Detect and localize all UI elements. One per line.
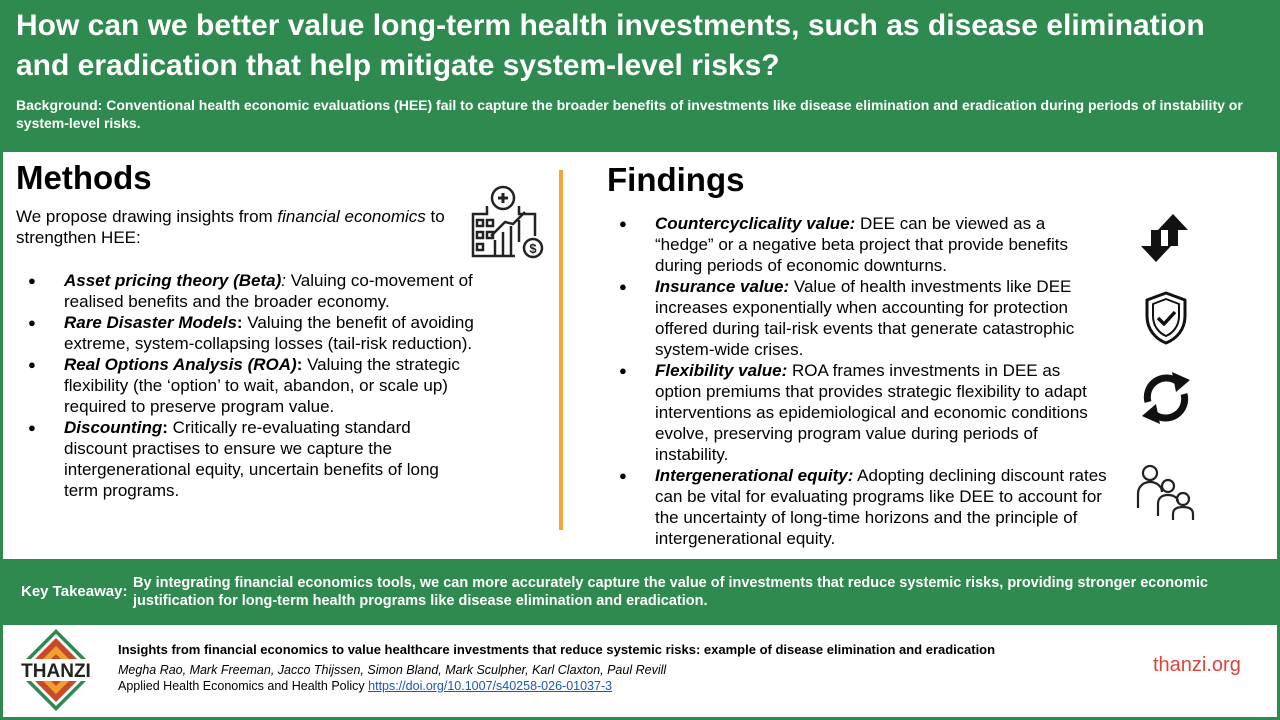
section-divider [559,170,563,530]
methods-intro [16,206,466,248]
methods-term-sep: : [281,271,286,290]
refresh-cycle-icon [1136,368,1196,428]
citation-block [118,642,1118,694]
findings-text: DEE can be viewed as a “hedge” or a negative beta project that provide benefits during periods of economic downturns. [655,214,1068,275]
key-takeaway-banner [0,559,1280,625]
paper-journal [118,678,1118,694]
methods-title: Methods [16,159,152,196]
key-takeaway-label: Key Takeaway: [21,583,128,600]
shield-check-icon [1143,290,1189,346]
page-title: How can we better value long-term health investments, such as disease elimination and eradication that help mitigate system-level risks? [16,9,1205,82]
key-takeaway-text: By integrating financial economics tools, we can more accurately capture the value of investments that reduce systemic risks, providing stronger economic justification for long-term health programs like disease elimination and eradication. [133,575,1208,609]
thanzi-logo [14,628,98,712]
family-generations-icon [1136,462,1198,522]
findings-term: Flexibility value: [655,361,788,380]
methods-term: Rare Disaster Models [64,313,237,332]
methods-term-sep: : [296,355,303,374]
methods-intro-part: to strengthen HEE: [16,207,445,247]
list-item [607,360,1107,465]
site-link[interactable]: thanzi.org [1153,654,1241,676]
findings-term: Insurance value: [655,277,790,296]
methods-list [16,270,476,501]
list-item [16,312,476,354]
methods-term: Asset pricing theory (Beta) [64,271,282,290]
methods-term: Real Options Analysis (ROA) [64,355,297,374]
findings-term: Intergenerational equity: [655,466,854,485]
methods-intro-emphasis: financial economics [277,207,426,226]
methods-term-sep: : [162,418,168,437]
up-down-arrows-icon [1140,212,1190,264]
svg-text:$: $ [529,241,537,256]
findings-term: Countercyclicality value: [655,214,856,233]
list-item [16,354,476,417]
methods-term-sep: : [236,313,243,332]
methods-text: Critically re-evaluating standard discount practises to ensure we capture the intergenerational equity, uncertain benefits of long term programs. [64,418,439,500]
methods-text: Valuing the benefit of avoiding extreme, system-collapsing losses (tail-risk reduction). [64,313,474,353]
list-item [607,213,1107,276]
paper-authors: Megha Rao, Mark Freeman, Jacco Thijssen, Simon Bland, Mark Sculpher, Karl Claxton, Paul Revill [118,663,667,677]
background-text: Background: Conventional health economic evaluations (HEE) fail to capture the broader benefits of investments like disease elimination and eradication during periods of instability or system-level risks. [16,97,1243,131]
hospital-finance-icon [467,184,545,260]
journal-name: Applied Health Economics and Health Policy [118,679,369,693]
findings-title: Findings [607,161,745,198]
list-item [607,276,1107,360]
findings-text: ROA frames investments in DEE as option premiums that provides strategic flexibility to adapt interventions as epidemiological and economic conditions evolve, preserving program value during periods of instability. [655,361,1088,464]
findings-text: Value of health investments like DEE increases exponentially when accounting for protection offered during tail-risk events that generate catastrophic system-wide crises. [655,277,1075,359]
header-banner [0,0,1280,152]
paper-title: Insights from financial economics to value healthcare investments that reduce systemic risks: example of disease elimination and eradication [118,642,996,657]
methods-intro-part: We propose drawing insights from [16,207,278,226]
list-item [16,270,476,312]
methods-term: Discounting [64,418,163,437]
doi-link[interactable]: https://doi.org/10.1007/s40258-026-01037-3 [368,679,613,693]
findings-text: Adopting declining discount rates can be vital for evaluating programs like DEE to account for the uncertainty of long-time horizons and the principle of intergenerational equity. [655,466,1107,548]
methods-text: Valuing the strategic flexibility (the ‘option’ to wait, abandon, or scale up) required to preserve program value. [64,355,460,416]
list-item [607,465,1107,549]
logo-wordmark: THANZI [21,661,91,682]
methods-section [16,158,476,501]
findings-section [607,160,1107,549]
list-item [16,417,476,501]
findings-list [607,213,1107,549]
methods-text: Valuing co-movement of realised benefits and the broader economy. [64,271,473,311]
